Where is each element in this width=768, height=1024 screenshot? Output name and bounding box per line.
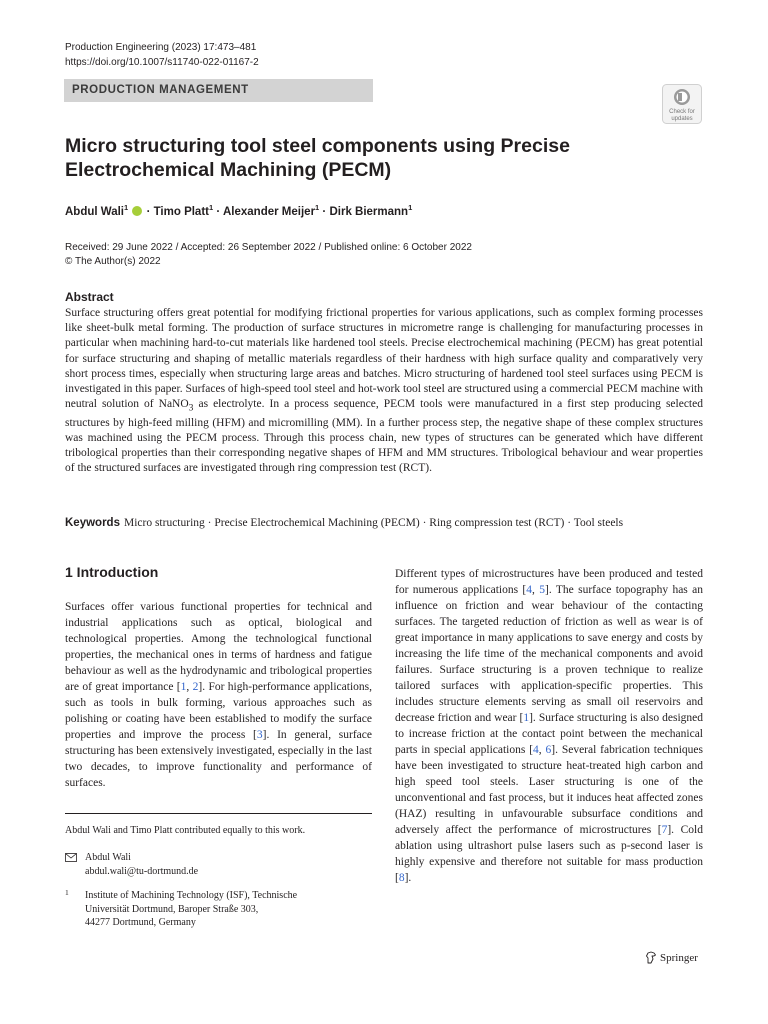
section-label: PRODUCTION MANAGEMENT	[64, 79, 373, 102]
orcid-icon[interactable]	[132, 206, 142, 216]
author-separator: ·	[322, 205, 327, 218]
affiliation-line: Universität Dortmund, Baroper Straße 303,	[85, 903, 259, 915]
author-list	[65, 203, 412, 218]
citation-link[interactable]: 2	[192, 681, 199, 693]
affiliation-mark: 1	[408, 203, 413, 212]
author-separator: ·	[216, 205, 221, 218]
paragraph-text: ]. The surface topography has an influence on friction and wear behaviour of the contacting surfaces. The targeted reduction of friction as well as wear is of great importance in many applications to save energy and costs by increasing the life time of the mechanical components and avoid failures. Surface structuring is a proven technique to realize tailored surfaces with application-specific properties. This includes structure elements serving as small oil reservoirs and decrease friction and wear [	[395, 584, 703, 724]
citation-link[interactable]: 7	[661, 824, 668, 836]
paragraph-text: Different types of microstructures have been produced and tested for numerous applications [	[395, 568, 703, 596]
citation-link[interactable]: 4	[533, 744, 539, 756]
springer-horse-icon	[645, 951, 657, 964]
citation-separator: ,	[532, 584, 540, 596]
envelope-icon	[65, 853, 77, 862]
abstract-text-part: Surface structuring offers great potential for modifying frictional properties for various applications, such as complex forming processes like sheet-bulk metal forming. The production of surface structures in micrometre range is challenging for manufacturing processes in particular when machining hard-to-cut materials like hardened tool steels. Precise electrochemical machining (PECM) has great potential for surface structuring and shaping of metallic materials regardless of their hardness with high surface quality and comparatively very short process times, especially when structuring large areas and batches. Micro structuring of hardened tool steel surfaces using PECM is investigated in this paper. Surfaces of high-speed tool steel and hot-work tool steel are structured using a commercial PECM machine with neutral solution of NaNO	[65, 307, 703, 411]
section-heading: 1 Introduction	[65, 564, 159, 580]
correspondence-email[interactable]: abdul.wali@tu-dortmund.de	[85, 866, 199, 877]
affiliation-mark: 1	[123, 203, 129, 212]
abstract-text	[65, 306, 703, 477]
citation-link[interactable]: 1	[523, 712, 530, 724]
citation-separator: ,	[186, 681, 193, 693]
author-name[interactable]: Timo Platt	[153, 205, 209, 218]
keywords	[65, 517, 623, 529]
correspondence-name: Abdul Wali	[85, 852, 131, 863]
affiliation-line: 44277 Dortmund, Germany	[85, 917, 196, 928]
intro-paragraph-left	[65, 599, 372, 791]
badge-line1: Check for	[669, 109, 695, 115]
paragraph-text: ]. In general, surface structuring has been extensively investigated, especially in the last two decades, to improve functionality and performance of surfaces.	[65, 729, 372, 789]
citation-separator: ,	[538, 744, 546, 756]
affiliation-line: Institute of Machining Technology (ISF), Technische	[85, 890, 298, 901]
keywords-label: Keywords	[65, 517, 120, 529]
abstract-text-part: as electrolyte. In a process sequence, PECM tools were manufactured in a first step producing selected structures by high-feed milling (HFM) and micromilling (MM). In a further process step, the negative shape of these complex structures was machined using the PECM process. Through this process chain, new types of structures can be generated which have different tribological properties than their corresponding negative shapes of HFM and MM structures. Tribological behaviour and wear properties of the structured surfaces are investigated through ring compression test (RCT).	[65, 398, 703, 475]
check-for-updates-icon	[662, 84, 702, 124]
author-separator: ·	[146, 205, 151, 218]
author-name[interactable]: Alexander Meijer	[223, 205, 316, 218]
paper-title: Micro structuring tool steel components using Precise Electrochemical Machining (PECM)	[65, 135, 570, 181]
paragraph-text: ]. Surface structuring is also designed to increase friction at the contact point between the mechanical parts in special applications [	[395, 712, 703, 756]
publisher-name: Springer	[660, 951, 698, 964]
affiliation-mark: 1	[209, 203, 214, 212]
check-for-updates-badge[interactable]	[662, 84, 702, 124]
dates-line: Received: 29 June 2022 / Accepted: 26 September 2022 / Published online: 6 October 2022	[65, 242, 472, 253]
citation-link[interactable]: 5	[539, 584, 546, 596]
abstract-heading: Abstract	[65, 290, 114, 304]
author-name[interactable]: Abdul Wali	[65, 205, 124, 218]
correspondence	[65, 851, 198, 879]
badge-line2: updates	[671, 116, 693, 122]
journal-citation: Production Engineering (2023) 17:473–481	[65, 42, 257, 53]
citation-link[interactable]: 6	[545, 744, 552, 756]
publication-dates	[65, 241, 472, 269]
citation-link[interactable]: 4	[526, 584, 533, 596]
copyright-line: © The Author(s) 2022	[65, 256, 161, 267]
citation-link[interactable]: 1	[180, 681, 187, 693]
intro-paragraph-right	[395, 566, 703, 886]
paragraph-text: ]. Cold ablation using ultrashort pulse lasers such as p-second laser is highly expensive and therefore not suitable for mass production [	[395, 824, 703, 884]
paragraph-text: ].	[404, 872, 412, 884]
paragraph-text: ]. For high-performance applications, such as tools in bulk forming, various approaches such as polishing or coating have been established to modify the surface properties and improve the process [	[65, 681, 372, 741]
footnote-divider	[65, 813, 372, 814]
subscript: 3	[188, 402, 194, 414]
paragraph-text: ]. Several fabrication techniques have been investigated to structure heat-treated high carbon and high speed tool steels. Laser structuring is one of the unconventional and fast process, but it induces heat affected zones (HAZ) resulting in unfavourable subsurface conditions and adversely affect the performance of microstructures [	[395, 744, 703, 836]
author-name[interactable]: Dirk Biermann	[329, 205, 409, 218]
keywords-text: Micro structuring · Precise Electrochemical Machining (PECM) · Ring compression test (RCT) · Tool steels	[123, 517, 624, 529]
publisher-logo	[645, 951, 698, 964]
citation-link[interactable]: 8	[398, 872, 405, 884]
paragraph-text: Surfaces offer various functional properties for technical and industrial applications such as optical, biological and technological properties. Among the technological functional properties, the mechanical ones in terms of hardness and fatigue behaviour as well as the hydrodynamic and tribological properties are of great importance [	[65, 601, 372, 693]
affiliation-mark: 1	[65, 888, 69, 897]
footnote-text: Abdul Wali and Timo Platt contributed equally to this work.	[65, 825, 306, 836]
affiliation	[65, 889, 297, 930]
journal-doi[interactable]: https://doi.org/10.1007/s11740-022-01167-2	[65, 57, 259, 68]
affiliation-mark: 1	[315, 203, 320, 212]
journal-header	[65, 40, 259, 70]
citation-link[interactable]: 3	[256, 729, 263, 741]
